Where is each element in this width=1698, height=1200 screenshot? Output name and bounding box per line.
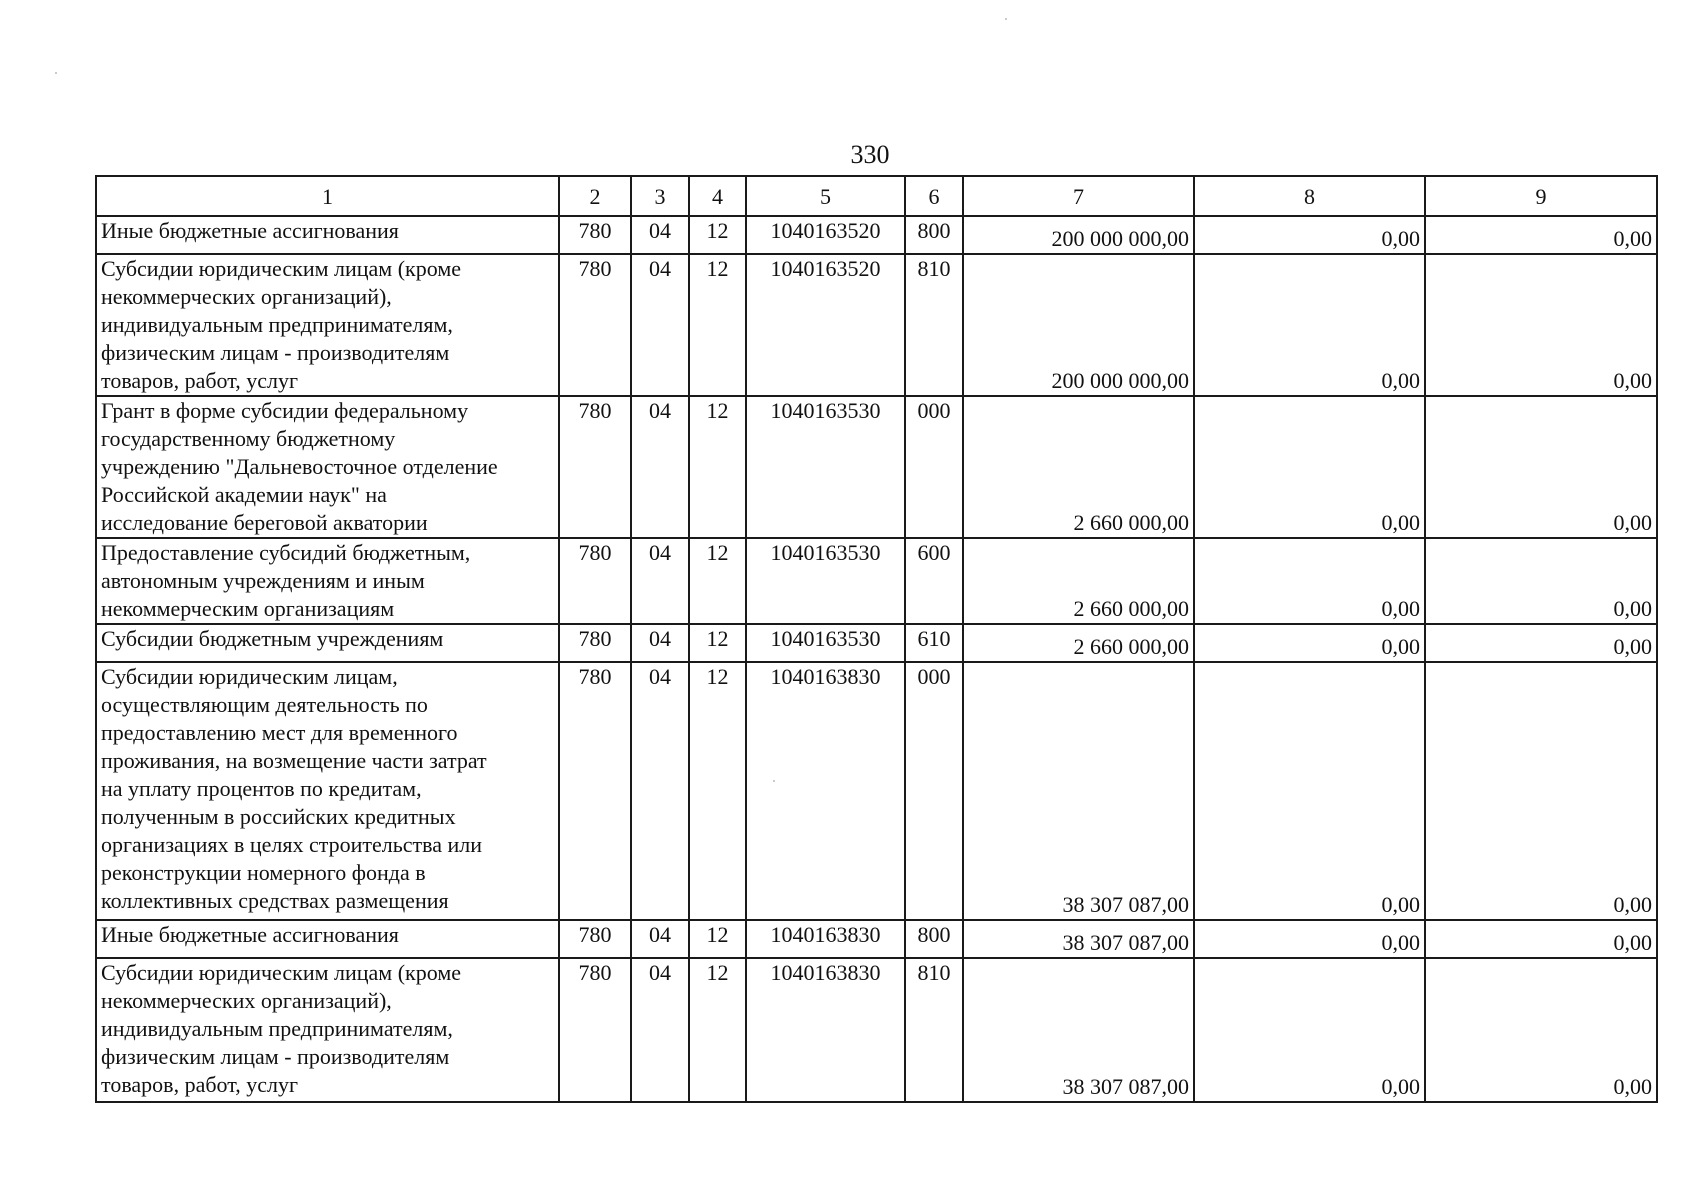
description-line: осуществляющим деятельность по <box>101 692 428 717</box>
amount-col8: 0,00 <box>1194 254 1425 396</box>
description-line: автономным учреждениям и иным <box>101 568 425 593</box>
description-line: Иные бюджетные ассигнования <box>101 218 399 243</box>
description-line: Субсидии юридическим лицам, <box>101 664 398 689</box>
description-line: Субсидии юридическим лицам (кроме <box>101 960 462 985</box>
row-description <box>96 624 559 662</box>
item-code: 12 <box>689 254 746 396</box>
target-article-code: 1040163830 <box>746 662 905 920</box>
amount-col7: 2 660 000,00 <box>963 396 1194 538</box>
description-line: физическим лицам - производителям <box>101 1044 450 1069</box>
column-header: 8 <box>1194 176 1425 216</box>
item-code: 12 <box>689 216 746 254</box>
column-header: 5 <box>746 176 905 216</box>
section-code: 780 <box>559 538 631 624</box>
row-description <box>96 254 559 396</box>
budget-table <box>95 175 1658 1103</box>
amount-col7: 2 660 000,00 <box>963 624 1194 662</box>
subsection-code: 04 <box>631 396 689 538</box>
scan-speck <box>55 72 57 74</box>
column-header: 9 <box>1425 176 1657 216</box>
target-article-code: 1040163830 <box>746 920 905 958</box>
row-description <box>96 662 559 920</box>
column-header: 4 <box>689 176 746 216</box>
description-line: индивидуальным предпринимателям, <box>101 312 453 337</box>
expense-type-code: 810 <box>905 254 963 396</box>
description-line: государственному бюджетному <box>101 426 396 451</box>
section-code: 780 <box>559 662 631 920</box>
amount-col8: 0,00 <box>1194 920 1425 958</box>
description-line: Субсидии бюджетным учреждениям <box>101 626 444 651</box>
item-code: 12 <box>689 538 746 624</box>
scan-speck <box>773 780 775 782</box>
section-code: 780 <box>559 216 631 254</box>
description-line: на уплату процентов по кредитам, <box>101 776 422 801</box>
amount-col8: 0,00 <box>1194 958 1425 1102</box>
column-header: 6 <box>905 176 963 216</box>
item-code: 12 <box>689 958 746 1102</box>
amount-col9: 0,00 <box>1425 624 1657 662</box>
amount-col9: 0,00 <box>1425 958 1657 1102</box>
amount-col9: 0,00 <box>1425 662 1657 920</box>
column-header: 1 <box>96 176 559 216</box>
amount-col9: 0,00 <box>1425 538 1657 624</box>
expense-type-code: 800 <box>905 216 963 254</box>
description-line: Грант в форме субсидии федеральному <box>101 398 469 423</box>
description-line: проживания, на возмещение части затрат <box>101 748 487 773</box>
expense-type-code: 600 <box>905 538 963 624</box>
section-code: 780 <box>559 920 631 958</box>
subsection-code: 04 <box>631 624 689 662</box>
amount-col8: 0,00 <box>1194 662 1425 920</box>
expense-type-code: 800 <box>905 920 963 958</box>
section-code: 780 <box>559 254 631 396</box>
table-row <box>96 538 1657 624</box>
description-line: физическим лицам - производителям <box>101 340 450 365</box>
amount-col7: 38 307 087,00 <box>963 662 1194 920</box>
table-row <box>96 396 1657 538</box>
amount-col9: 0,00 <box>1425 216 1657 254</box>
amount-col8: 0,00 <box>1194 216 1425 254</box>
row-description <box>96 396 559 538</box>
description-line: индивидуальным предпринимателям, <box>101 1016 453 1041</box>
row-description <box>96 216 559 254</box>
amount-col9: 0,00 <box>1425 920 1657 958</box>
column-header: 3 <box>631 176 689 216</box>
item-code: 12 <box>689 662 746 920</box>
amount-col8: 0,00 <box>1194 538 1425 624</box>
table-row <box>96 216 1657 254</box>
section-code: 780 <box>559 958 631 1102</box>
scan-speck <box>1005 18 1007 20</box>
description-line: Российской академии наук" на <box>101 482 387 507</box>
row-description <box>96 920 559 958</box>
expense-type-code: 000 <box>905 396 963 538</box>
target-article-code: 1040163530 <box>746 538 905 624</box>
description-line: реконструкции номерного фонда в <box>101 860 426 885</box>
section-code: 780 <box>559 396 631 538</box>
description-line: товаров, работ, услуг <box>101 1072 298 1097</box>
description-line: предоставлению мест для временного <box>101 720 458 745</box>
expense-type-code: 810 <box>905 958 963 1102</box>
amount-col8: 0,00 <box>1194 624 1425 662</box>
amount-col8: 0,00 <box>1194 396 1425 538</box>
expense-type-code: 000 <box>905 662 963 920</box>
description-line: организациях в целях строительства или <box>101 832 483 857</box>
target-article-code: 1040163520 <box>746 254 905 396</box>
amount-col9: 0,00 <box>1425 254 1657 396</box>
description-line: некоммерческих организаций), <box>101 988 392 1013</box>
description-line: некоммерческих организаций), <box>101 284 392 309</box>
amount-col7: 38 307 087,00 <box>963 920 1194 958</box>
column-header: 7 <box>963 176 1194 216</box>
page-number: 330 <box>850 140 890 169</box>
description-line: исследование береговой акватории <box>101 510 428 535</box>
amount-col7: 38 307 087,00 <box>963 958 1194 1102</box>
table-row <box>96 624 1657 662</box>
description-line: коллективных средствах размещения <box>101 888 449 913</box>
column-number-header-row <box>96 176 1657 216</box>
table-row <box>96 958 1657 1102</box>
table-row <box>96 920 1657 958</box>
description-line: полученным в российских кредитных <box>101 804 456 829</box>
item-code: 12 <box>689 396 746 538</box>
amount-col7: 2 660 000,00 <box>963 538 1194 624</box>
table-row <box>96 662 1657 920</box>
subsection-code: 04 <box>631 662 689 920</box>
target-article-code: 1040163830 <box>746 958 905 1102</box>
target-article-code: 1040163530 <box>746 624 905 662</box>
item-code: 12 <box>689 624 746 662</box>
description-line: учреждению "Дальневосточное отделение <box>101 454 498 479</box>
amount-col7: 200 000 000,00 <box>963 216 1194 254</box>
subsection-code: 04 <box>631 958 689 1102</box>
description-line: Иные бюджетные ассигнования <box>101 922 399 947</box>
subsection-code: 04 <box>631 254 689 396</box>
amount-col7: 200 000 000,00 <box>963 254 1194 396</box>
section-code: 780 <box>559 624 631 662</box>
subsection-code: 04 <box>631 216 689 254</box>
description-line: Предоставление субсидий бюджетным, <box>101 540 471 565</box>
row-description <box>96 958 559 1102</box>
row-description <box>96 538 559 624</box>
amount-col9: 0,00 <box>1425 396 1657 538</box>
column-header: 2 <box>559 176 631 216</box>
target-article-code: 1040163530 <box>746 396 905 538</box>
subsection-code: 04 <box>631 920 689 958</box>
item-code: 12 <box>689 920 746 958</box>
target-article-code: 1040163520 <box>746 216 905 254</box>
table-row <box>96 254 1657 396</box>
description-line: Субсидии юридическим лицам (кроме <box>101 256 462 281</box>
subsection-code: 04 <box>631 538 689 624</box>
expense-type-code: 610 <box>905 624 963 662</box>
description-line: некоммерческим организациям <box>101 596 395 621</box>
description-line: товаров, работ, услуг <box>101 368 298 393</box>
